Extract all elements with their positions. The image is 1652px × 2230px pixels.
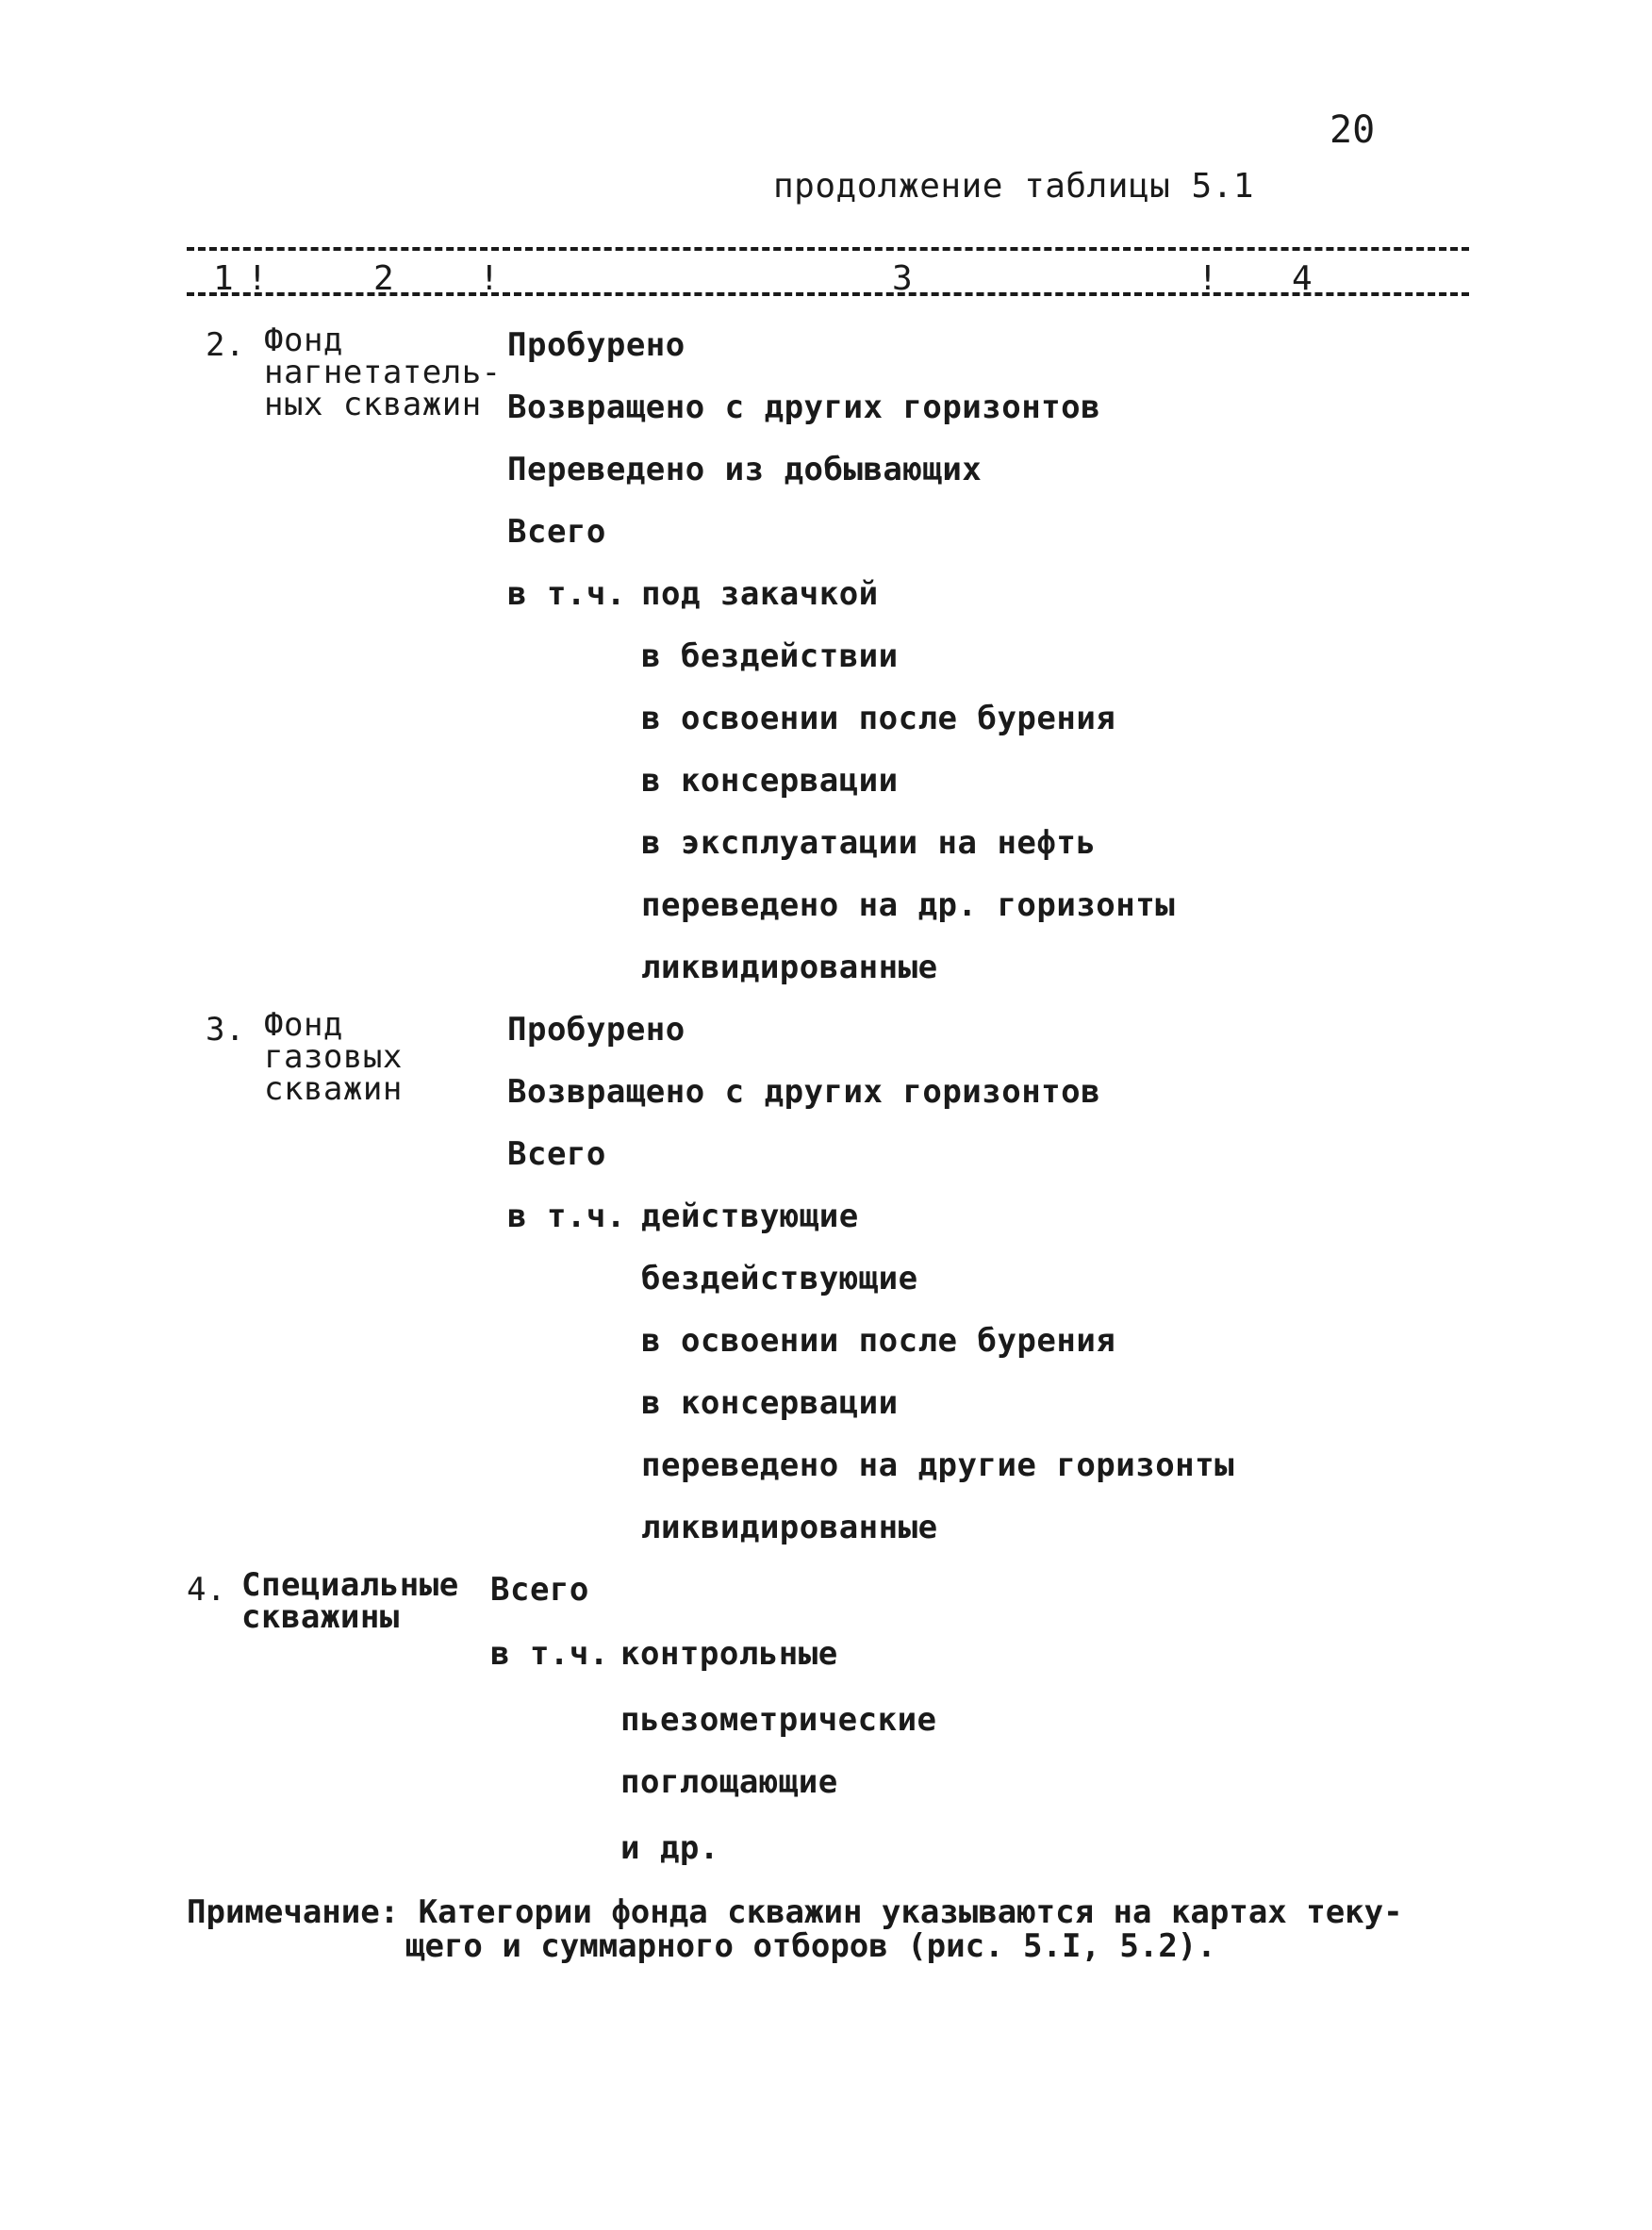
row-label: пьезометрические [620,1701,937,1739]
row-prefix: в т.ч. [507,1198,626,1235]
row-label: в эксплуатации на нефть [641,824,1097,862]
col-separator: ! [247,259,268,298]
section-title: Фонд [264,322,343,359]
row-label: ликвидированные [641,949,938,986]
col-separator: ! [479,259,500,298]
row-label: в освоении после бурения [641,1322,1116,1360]
row-label: переведено на другие горизонты [641,1446,1235,1484]
row-label: Возвращено с других горизонтов [507,388,1101,426]
row-label: и др. [620,1829,719,1867]
section-title: ных скважин [264,386,482,423]
row-label: в консервации [641,762,899,800]
section-number: 4. [187,1571,226,1609]
col-separator: ! [1198,259,1218,298]
col-header-4: 4 [1292,259,1313,298]
row-prefix: в т.ч. [490,1635,609,1673]
section-number: 3. [206,1011,245,1049]
header-top-rule [187,247,1469,251]
col-header-1: 1 [213,259,234,298]
row-label: Всего [507,1135,606,1173]
footnote-line-1: Примечание: Категории фонда скважин указываются на картах теку- [187,1893,1403,1931]
section-title: нагнетатель- [264,354,502,391]
row-label: Пробурено [507,326,686,364]
section-title: скважин [264,1070,403,1108]
row-label: бездействующие [641,1260,918,1297]
col-header-2: 2 [373,259,394,298]
row-label: Всего [507,513,606,551]
row-label: в консервации [641,1384,899,1422]
section-title: газовых [264,1038,403,1076]
col-header-3: 3 [892,259,913,298]
footnote [187,1895,1403,1963]
row-label: Возвращено с других горизонтов [507,1073,1101,1111]
row-label: под закачкой [641,575,879,613]
row-label: Переведено из добывающих [507,451,983,488]
row-label: в бездействии [641,637,899,675]
row-label: ликвидированные [641,1509,938,1546]
page-number: 20 [1330,108,1376,152]
row-label: действующие [641,1198,859,1235]
table-caption: продолжение таблицы 5.1 [773,167,1254,206]
footnote-line-2: щего и суммарного отборов (рис. 5.I, 5.2). [405,1927,1216,1965]
section-title: Фонд [264,1006,343,1044]
section-title: скважины [241,1598,400,1636]
row-label: поглощающие [620,1763,838,1801]
row-label: переведено на др. горизонты [641,886,1176,924]
section-number: 2. [206,326,245,364]
row-label: Пробурено [507,1011,686,1049]
row-prefix: в т.ч. [507,575,626,613]
row-label: контрольные [620,1635,838,1673]
row-label: в освоении после бурения [641,700,1116,737]
row-label: Всего [490,1571,589,1609]
section-title: Специальные [241,1566,459,1604]
